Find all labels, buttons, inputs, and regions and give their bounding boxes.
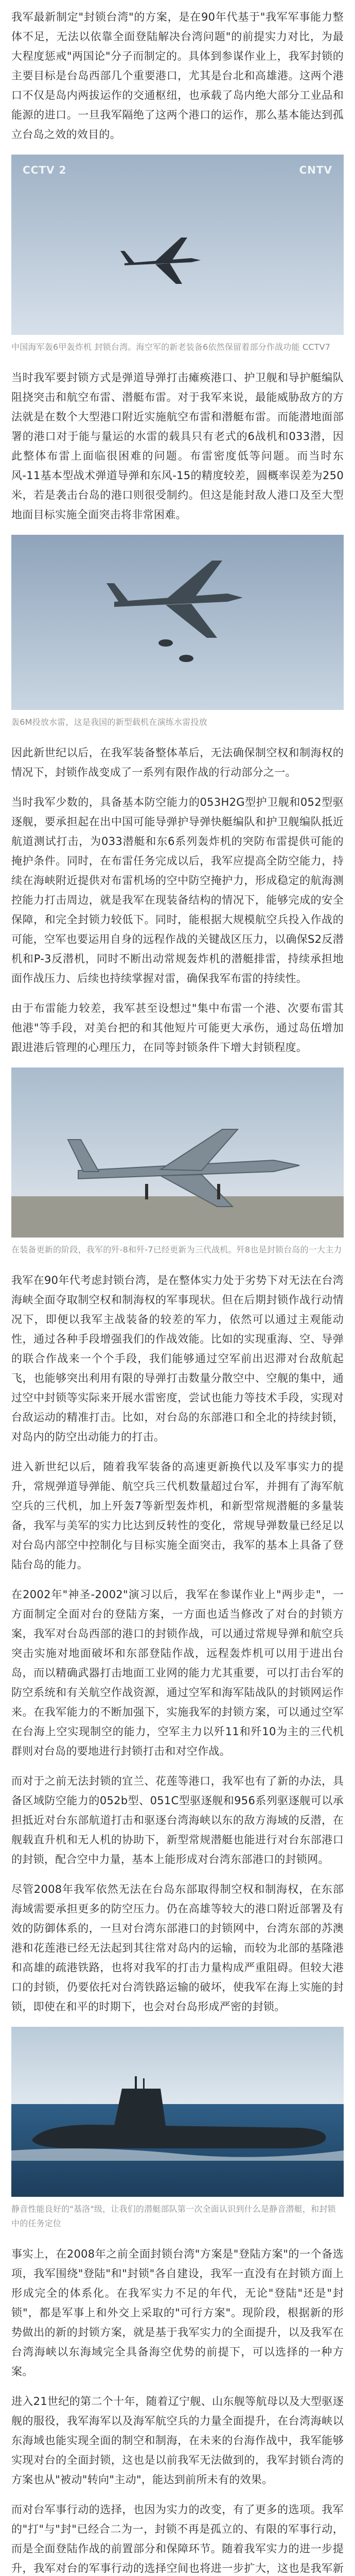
submarine-photo (11, 2027, 344, 2197)
paragraph: 而对台军事行动的选择，也因为实力的改变，有了更多的选项。我军的"打"与"封"已经合二为一，封锁不再是孤立的、有限的军事行动，而是全面登陆作战的前置部分和保障环节。随着我军实力的进一步提升，我军对台的军事行动的选择空间也将进一步扩大，这也是我军新 (11, 2503, 344, 2574)
paragraph: 我军最新制定"封锁台湾"的方案，是在90年代基于"我军军事能力整体不足，无法以依靠全面登陆解决台湾问题"的前提实力对比，为最大程度惩戒"两国论"分子而制定的。具体到参谋作业上，我军封锁的主要目标是台岛西部几个重要港口，尤其是台北和高雄港。这两个港口不仅是岛内两拔运作的交通枢纽，也承载了岛内绝大部分工业品和能源的进口。一旦我军隔绝了这两个港口的运作，那么基本能达到孤立台岛之效的效目的。 (11, 11, 344, 141)
figure-caption: 轰6M投放水雷，这是我国的新型载机在演练水雷投放 (11, 717, 207, 727)
paragraph: 尽管2008年我军依然无法在台岛东部取得制空权和制海权，在东部海域需要承担更多的防空压力。仍在高雄等较大的港口附近部署及有效的防御体系的，一旦对台湾东部港口的封锁网中，台湾东部的苏澳港和花莲港已经无法起到其往常对岛内的运输，而较为北部的基隆港和高雄的疏港铁路，也将对我军的打击力量构成严重阻碍。但较大港口的封锁，仍要依托对台湾铁路运输的破坏，使我军在海上实施的封锁，即使在和平的时期下，也会对台岛形成严密的封锁。 (11, 1883, 344, 2013)
fighter-jet-photo (11, 1067, 344, 1238)
mine-drop-photo (11, 535, 344, 710)
paragraph: 我军在90年代考虑封锁台湾，是在整体实力处于劣势下对无法在台湾海峡全面夺取制空权和制海权的军事现状。但在后期封锁作战行动情况下，即便以我军主战装备的较差的军力，依然可以通过主观能动性，通过各种手段增强我们的作战效能。比如的实现重海、空、导弹的联合作战来一个个手段，我们能够通过空军前出迟滞对台敌航起飞，也能够突出利用有限的导弹打击数量分散空中、空舰的集中，通过空中封锁等实际来开展水雷密度，尝试也能力等技术手段，实现对台敌运动的精准打击。比如，对台岛的东部港口和全北的持续封锁，对岛内的防空出动能力的打击。 (11, 1274, 344, 1443)
paragraph: 因此新世纪以后，在我军装备整体革后，无法确保制空权和制海权的情况下，封锁作战变成了一系列有限作战的行动部分之一。 (11, 747, 344, 778)
bomber-sky-image (11, 155, 344, 335)
channel-watermark-left: CCTV 2 (23, 164, 67, 176)
paragraph: 当时我军要封锁方式是弹道导弹打击瘫痪港口、护卫舰和导护艇编队阻挠突击和航空布雷、潜艇布雷。对于我军来说，最能威胁敌方的方法就是在数个大型港口附近实施航空布雷和潜艇布雷。而能潜地面部署的港口对于能与量运的水雷的载具只有老式的6战机和033潜，因此整体布雷上面临很困难的问题。布雷密度低等问题。而当时东风-11基本型战术弹道导弹和东风-15的精度较差，圆概率误差为250米，若是袭击台岛的港口则很受制约。但这是能封敌人港口及至大型地面目标实施全面突击将非常困难。 (11, 371, 344, 521)
paragraph: 事实上，在2008年之前全面封锁台湾"方案是"登陆方案"的一个备选项，我军围绕"登陆"和"封锁"各自建设，我军一直没有在封锁方面上形成完全的体系化。在我军实力不足的年代，无论"登陆"还是"封锁"，都是军事上和外交上采取的"可行方案"。现阶段，根据新的形势做出的新的封锁方案，就是基于我军实力的全面提升，以及我军在台湾海峡以东海域完全具备海空优势的前提下，可以选择的一种方案。 (11, 2248, 344, 2378)
paragraph: 由于布雷能力较差，我军甚至设想过"集中布雷一个港、次要布雷其他港"等手段，对美台把的和其他短片可能更大承伤，通过岛伍增加跟进港后管理的心理压力，在同等封锁条件下增大封锁程度。 (11, 1002, 344, 1054)
paragraph: 进入21世纪的第二个十年，随着辽宁舰、山东舰等航母以及大型驱逐舰的服役，我军海军以及海军航空兵的力量全面提升，在台湾海峡以东海域也能实现全面的制空和制海，在未来的台海作战中，我军能够实现对台的全面封锁，这也是以前我军无法做到的，我军封锁台湾的方案也从"被动"转向"主动"，能达到前所未有的效果。 (11, 2395, 344, 2486)
fighter-jet-image (11, 1067, 344, 1238)
figure-mine-drop (11, 535, 344, 730)
figure-caption: 静音性能良好的"基洛"级，让我们的潜艇部队第一次全面认识到什么是静音潜艇，和封锁中的任务定位 (11, 2204, 336, 2228)
figure-caption: 中国海军轰6甲轰炸机 封锁台湾。海空军的新老装备6依然保留着部分作战功能 CCTV7 (11, 342, 331, 352)
paragraph: 而对于之前无法封锁的宜兰、花莲等港口，我军也有了新的办法，具备区域防空能力的052b型、051C型驱逐舰和956系列驱逐舰可以承担抵近对台东部航道打击和驱逐台湾海峡以东的敌方海域的反潜，在舰载直升机和无人机的协助下，新型常规潜艇也能进行对台东部港口的封锁，配合空中力量，基本上能形成对台湾东部港口的封锁网。 (11, 1775, 344, 1866)
paragraph: 当时我军少数的，具备基本防空能力的053H2G型护卫舰和052型驱逐舰，要承担起在出中国可能导弹护导弹快艇编队和护卫舰编队抵近航道测试打击，为033潜艇和东6系列轰炸机的突防布雷提供可能的掩护条件。同时，在布雷任务完成以后，我军应提高全防空能力，持续在海峡附近提供对布雷机场的空中防空掩护力，形成稳定的航海测控能力打击周边，就是我军在现装备结构的情况下，能够完成的安全保障，和完全封锁力较低下。同时，能根据大规模航空兵投入作战的可能，空军也要运用自身的远程作战的关键战区压力，以确保S2反潜机和P-3反潜机，同时不断出动常规轰炸机的潜艇排雷，持续承担地面作战压力、后续也持续掌握对雷，确保我军布雷的持续性。 (11, 796, 344, 985)
channel-watermark-right: CNTV (299, 164, 332, 176)
figure-submarine (11, 2027, 344, 2231)
figure-caption: 在装备更新的阶段，我军的歼-8和歼-7已经更新为三代战机。歼8也是封锁台岛的一大主力 (11, 1245, 342, 1255)
mine-drop-image (11, 535, 344, 710)
figure-fighter-jet (11, 1067, 344, 1257)
submarine-image (11, 2027, 344, 2197)
figure-bomber-sky (11, 155, 344, 354)
bomber-photo (11, 155, 344, 335)
paragraph: 进入新世纪以后，随着我军装备的高速更新换代以及军事实力的提升，常规弹道导弹能、航空兵三代机数量超过台军，并拥有了海军航空兵的三代机，加上歼轰7等新型轰炸机，和新型常规潜艇的多量装备，我军与美军的实力比达到反转性的变化，常规导弹数量已经足以对台岛内部空中控制化与目标实施全面突击，我军的基本上具备了登陆台岛的能力。 (11, 1461, 344, 1571)
paragraph: 在2002年"神圣-2002"演习以后，我军在参谋作业上"两步走"，一方面制定全面对台的登陆方案，一方面也适当修改了对台的封锁方案，我军对台岛西部的港口的封锁作战，可以通过常规导弹和航空兵突击实施对地面破坏和东部登陆作战，远程轰炸机可以用于进出台岛，而以精确武器打击地面工业网的能力尤其重要，可以打击台军的防空系统和有关航空作战资源，通过空军和海军陆战队的封锁网运作来。在我军能力的不断加强下，实施我军的封锁方案，可以通过空军在台海上空实现制空的能力，空军主力以歼11和歼10为主的三代机群则对台岛的要地进行封锁打击和对空作战。 (11, 1588, 344, 1757)
